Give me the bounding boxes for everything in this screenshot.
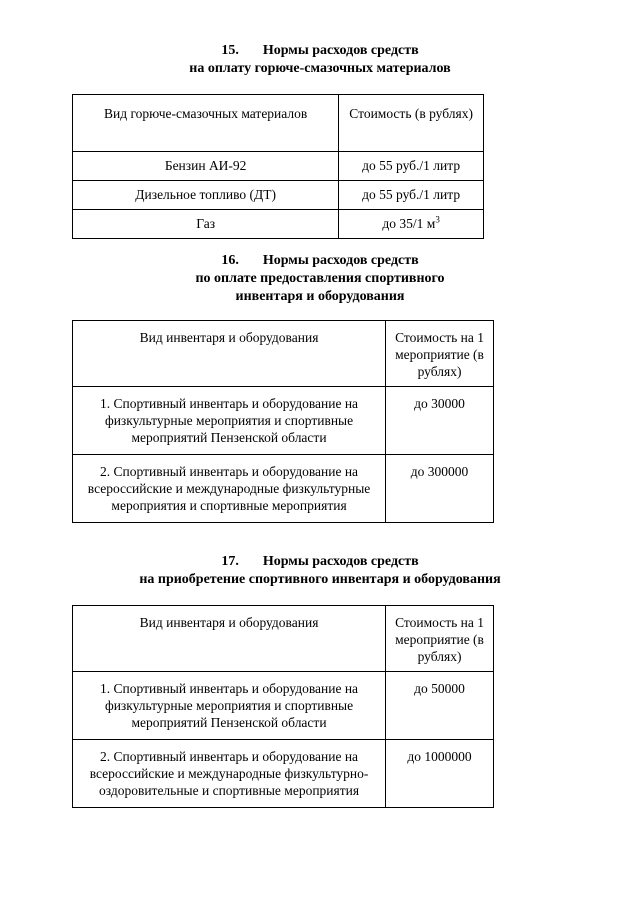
equipment-purchase-table [72, 605, 494, 808]
section-15-number: 15. [221, 43, 239, 58]
equipment-type-cell: 1. Спортивный инвентарь и оборудование на физкультурные мероприятия и спортивные мероприятий Пензенской области [73, 387, 386, 455]
table-header-row [73, 95, 484, 152]
column-header-cost: Стоимость на 1 мероприятие (в рублях) [386, 606, 494, 672]
equipment-type-cell: 2. Спортивный инвентарь и оборудование на всероссийские и международные физкультурные мероприятия и спортивные мероприятия [73, 455, 386, 523]
fuel-cost-cell: до 55 руб./1 литр [339, 152, 484, 181]
section-15-title-text: Нормы расходов средств [262, 43, 419, 58]
equipment-cost-cell: до 50000 [386, 672, 494, 740]
section-17-number: 17. [221, 554, 239, 569]
table-header-row [73, 321, 494, 387]
fuel-cost-table [72, 94, 484, 239]
fuel-cost-cell: до 55 руб./1 литр [339, 181, 484, 210]
table-row [73, 740, 494, 808]
table-row [73, 152, 484, 181]
table-header-row [73, 606, 494, 672]
section-16-title-text: Нормы расходов средств [262, 253, 419, 268]
section-17-title-text: Нормы расходов средств [262, 554, 419, 569]
section-17-title-line1 [0, 553, 640, 571]
column-header-cost: Стоимость (в рублях) [339, 95, 484, 152]
section-15-title-line1 [0, 42, 640, 60]
equipment-type-cell: 1. Спортивный инвентарь и оборудование на физкультурные мероприятия и спортивные мероприятий Пензенской области [73, 672, 386, 740]
section-16-heading [0, 252, 640, 306]
column-header-fuel-type: Вид горюче-смазочных материалов [73, 95, 339, 152]
equipment-type-cell: 2. Спортивный инвентарь и оборудование на всероссийские и международные физкультурно-оздоровительные и спортивные мероприятия [73, 740, 386, 808]
column-header-equipment-type: Вид инвентаря и оборудования [73, 606, 386, 672]
table-row [73, 672, 494, 740]
column-header-cost: Стоимость на 1 мероприятие (в рублях) [386, 321, 494, 387]
equipment-rental-table [72, 320, 494, 523]
section-16-title-line1 [0, 252, 640, 270]
section-16-title-line2: по оплате предоставления спортивного [195, 271, 445, 286]
equipment-cost-cell: до 1000000 [386, 740, 494, 808]
fuel-type-cell: Дизельное топливо (ДТ) [73, 181, 339, 210]
section-15-title-line2: на оплату горюче-смазочных материалов [189, 61, 451, 76]
fuel-type-cell: Газ [73, 210, 339, 239]
table-row [73, 387, 494, 455]
equipment-cost-cell: до 300000 [386, 455, 494, 523]
section-15-heading [0, 42, 640, 78]
table-row [73, 181, 484, 210]
gas-cost-text: до 35/1 м [382, 216, 436, 231]
column-header-equipment-type: Вид инвентаря и оборудования [73, 321, 386, 387]
cubic-superscript: 3 [435, 214, 440, 225]
section-17-title-line2: на приобретение спортивного инвентаря и оборудования [139, 572, 501, 587]
table-row [73, 210, 484, 239]
table-row [73, 455, 494, 523]
fuel-type-cell: Бензин АИ-92 [73, 152, 339, 181]
section-16-title-line3: инвентаря и оборудования [235, 289, 405, 304]
equipment-cost-cell: до 30000 [386, 387, 494, 455]
fuel-cost-cell [339, 210, 484, 239]
section-16-number: 16. [221, 253, 239, 268]
section-17-heading [0, 553, 640, 589]
